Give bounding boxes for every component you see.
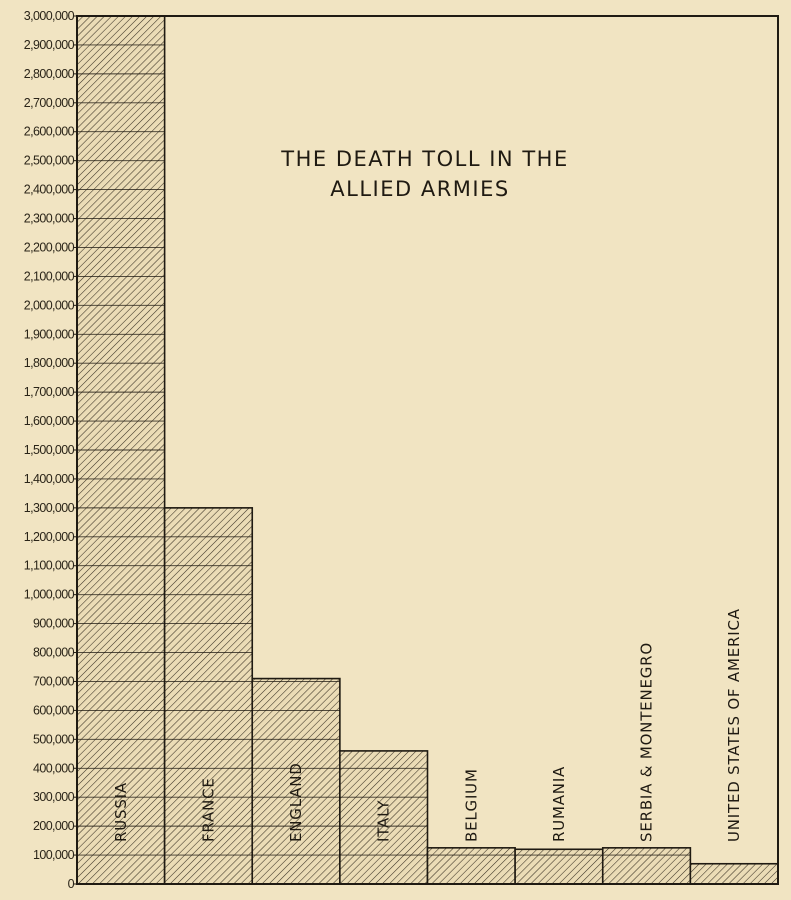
y-tick-label: 1,400,000 [23, 471, 74, 486]
category-label: SERBIA & MONTENEGRO [637, 642, 656, 842]
y-tick-label: 900,000 [33, 616, 74, 631]
category-label: FRANCE [199, 777, 218, 842]
chart-title-line-1: THE DEATH TOLL IN THE [281, 147, 569, 171]
y-tick-label: 1,500,000 [23, 443, 74, 457]
y-tick-label: 1,200,000 [23, 529, 74, 544]
y-tick-label: 1,800,000 [23, 356, 74, 371]
y-tick-label: 2,000,000 [23, 298, 74, 313]
y-tick-label: 2,600,000 [23, 124, 74, 139]
y-axis-ticks [24, 9, 77, 891]
y-tick-label: 800,000 [33, 645, 74, 660]
y-tick-label: 2,200,000 [23, 240, 74, 255]
y-tick-label: 700,000 [33, 674, 74, 689]
y-tick-label: 2,500,000 [23, 153, 74, 168]
category-label: RUSSIA [111, 782, 130, 842]
bar-belgium [428, 848, 516, 884]
chart-title-line-2: ALLIED ARMIES [330, 177, 510, 201]
y-tick-label: 1,700,000 [23, 385, 74, 400]
bar-united-states-of-america [690, 864, 778, 884]
category-label: ITALY [374, 799, 393, 842]
y-tick-label: 0 [67, 877, 74, 891]
y-tick-label: 2,300,000 [23, 211, 74, 226]
y-tick-label: 2,900,000 [23, 37, 74, 52]
y-tick-label: 1,100,000 [23, 558, 74, 573]
category-label: RUMANIA [549, 765, 568, 842]
y-tick-label: 400,000 [33, 761, 74, 776]
y-tick-label: 2,700,000 [23, 95, 74, 110]
y-tick-label: 300,000 [33, 790, 74, 805]
y-tick-label: 2,100,000 [23, 269, 74, 284]
bar-serbia-montenegro [603, 848, 691, 884]
y-tick-label: 1,600,000 [23, 414, 74, 429]
y-tick-label: 200,000 [33, 819, 74, 834]
y-tick-label: 2,400,000 [23, 182, 74, 197]
category-label: UNITED STATES OF AMERICA [725, 608, 744, 842]
y-tick-label: 1,900,000 [23, 327, 74, 342]
y-tick-label: 1,300,000 [23, 500, 74, 515]
y-tick-label: 1,000,000 [23, 587, 74, 602]
y-tick-label: 500,000 [33, 732, 74, 747]
y-tick-label: 3,000,000 [23, 9, 74, 23]
category-label: ENGLAND [287, 762, 306, 842]
category-label: BELGIUM [462, 768, 481, 842]
y-tick-label: 2,800,000 [23, 66, 74, 81]
y-tick-label: 100,000 [33, 848, 74, 863]
bar-rumania [515, 849, 603, 884]
y-tick-label: 600,000 [33, 703, 74, 718]
